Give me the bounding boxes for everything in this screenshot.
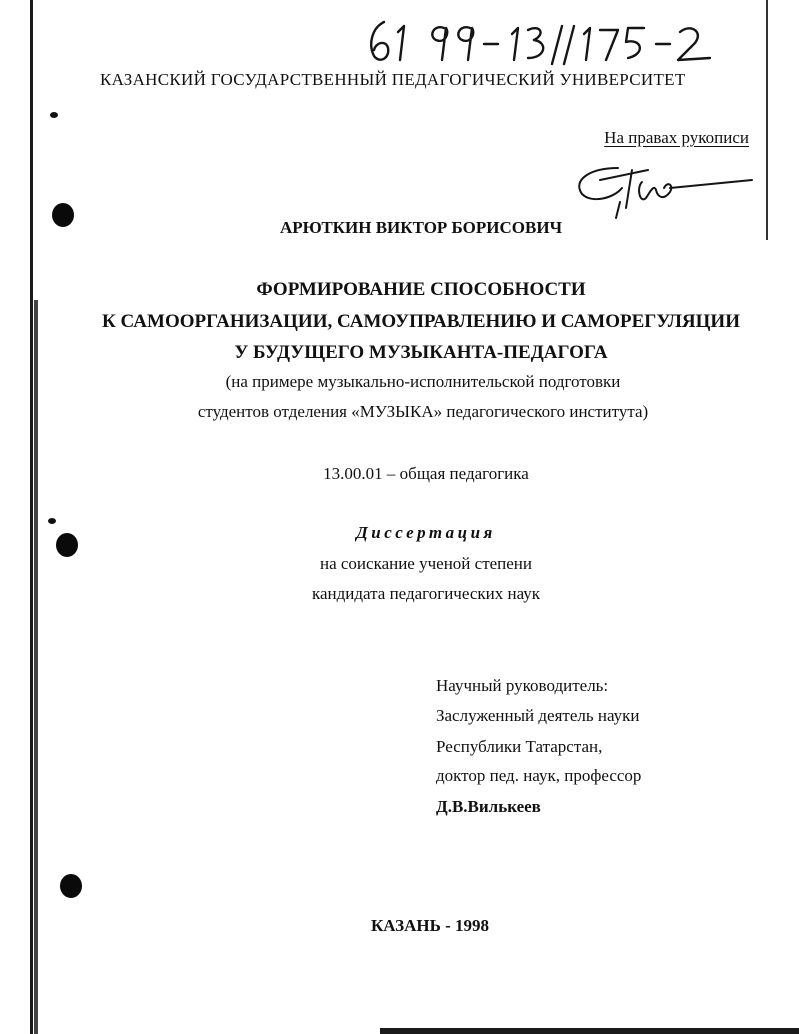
advisor-title: Заслуженный деятель науки <box>436 706 640 725</box>
scan-edge-left <box>30 0 33 1034</box>
title-line: К САМООРГАНИЗАЦИИ, САМОУПРАВЛЕНИЮ И САМОРЕГУЛЯЦИИ <box>101 311 740 332</box>
document-type: Диссертация <box>356 523 496 542</box>
advisor-label: Научный руководитель: <box>436 676 609 695</box>
signature <box>570 158 760 222</box>
university-name: КАЗАНСКИЙ ГОСУДАРСТВЕННЫЙ ПЕДАГОГИЧЕСКИЙ УНИВЕРСИТЕТ <box>100 70 686 89</box>
manuscript-rights-label: На правах рукописи <box>604 128 749 147</box>
punch-hole-bottom <box>60 874 82 898</box>
degree-line: на соискание ученой степени <box>319 554 533 573</box>
degree-line: кандидата педагогических наук <box>311 584 541 603</box>
advisor-degree: доктор пед. наук, профессор <box>436 766 642 785</box>
specialty-code: 13.00.01 – общая педагогика <box>323 464 529 483</box>
handwritten-archive-code <box>362 14 732 70</box>
scan-edge-right <box>766 0 768 240</box>
subtitle-line: студентов отделения «МУЗЫКА» педагогического института) <box>197 402 649 421</box>
author-name: АРЮТКИН ВИКТОР БОРИСОВИЧ <box>279 218 563 237</box>
title-line: ФОРМИРОВАНИЕ СПОСОБНОСТИ <box>256 279 586 300</box>
city-year: КАЗАНЬ - 1998 <box>370 916 490 935</box>
subtitle-line: (на примере музыкально-исполнительской подготовки <box>225 372 621 391</box>
scan-edge-bottom <box>380 1028 799 1034</box>
title-line: У БУДУЩЕГО МУЗЫКАНТА-ПЕДАГОГА <box>234 342 608 363</box>
advisor-title: Республики Татарстан, <box>436 737 603 756</box>
advisor-name: Д.В.Вилькеев <box>436 797 541 816</box>
scan-speck <box>50 112 58 118</box>
